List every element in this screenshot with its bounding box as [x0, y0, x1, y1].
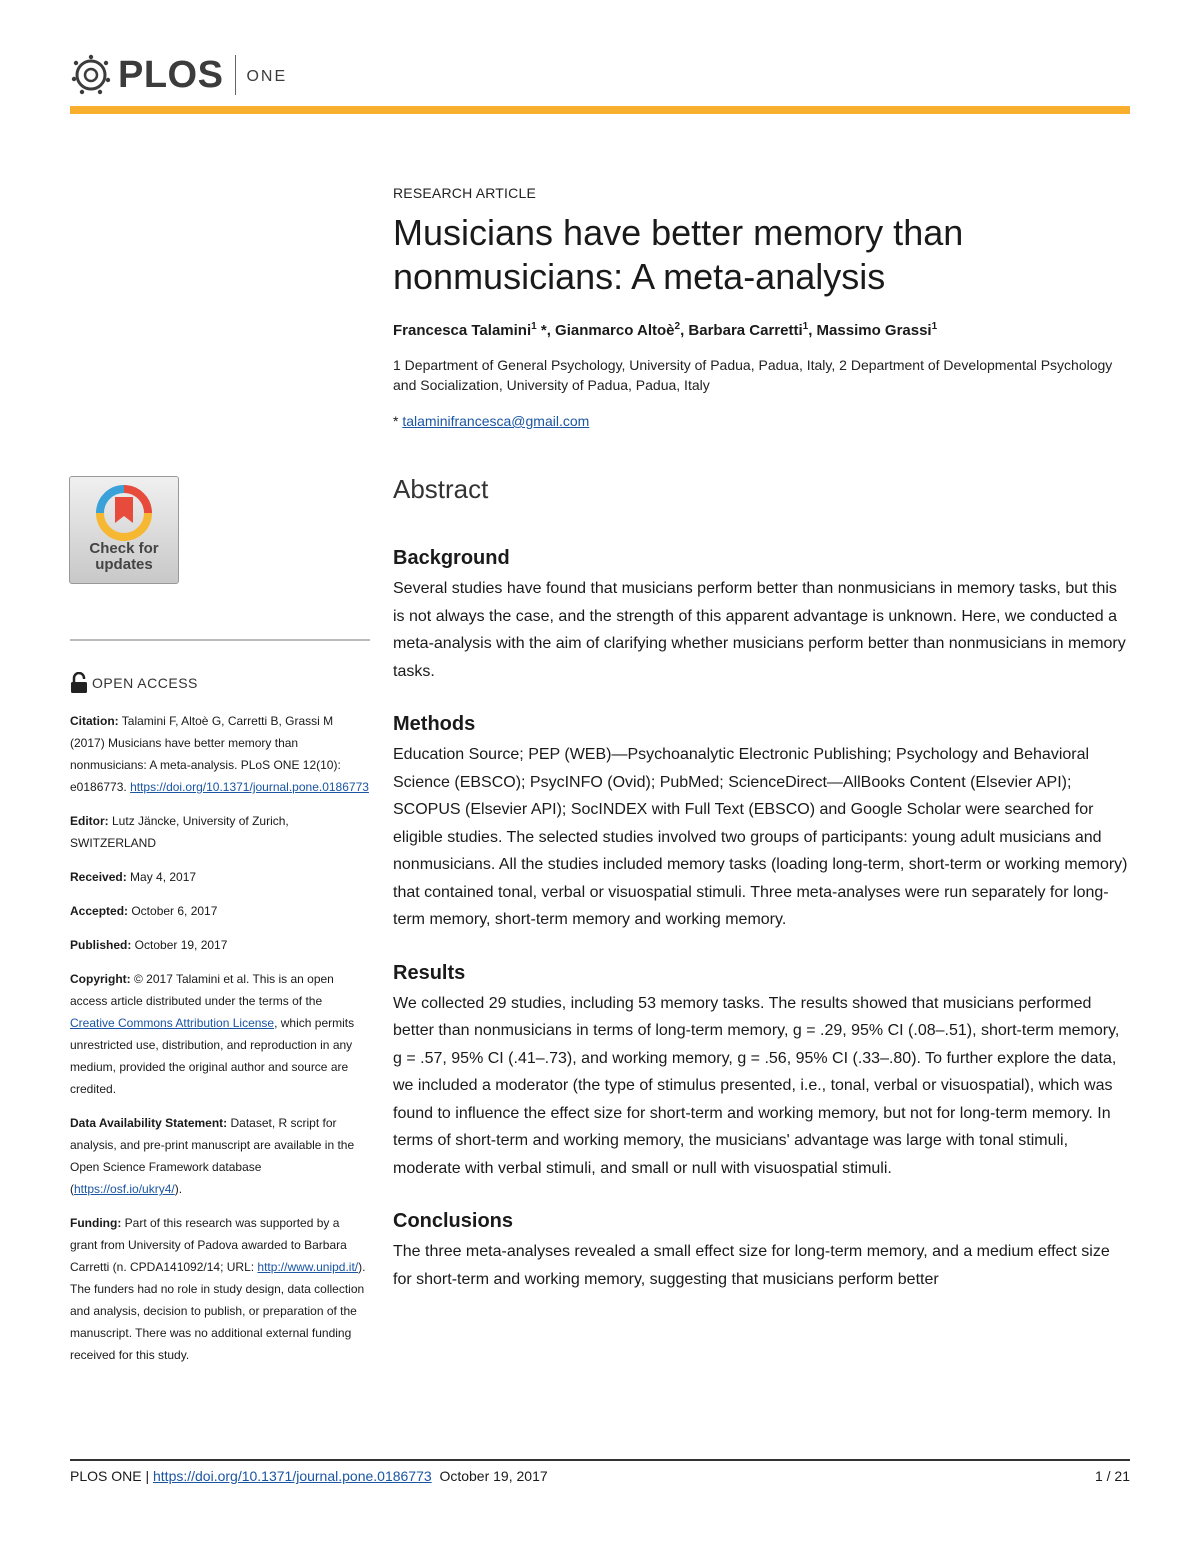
open-access — [70, 672, 198, 694]
accepted-date: Accepted: October 6, 2017 — [70, 904, 218, 918]
badge-label: Check for updates — [89, 540, 159, 573]
abstract-heading: Abstract — [393, 474, 489, 504]
conclusions-section — [393, 1210, 1130, 1293]
footer-divider — [70, 1459, 1130, 1461]
author-list: Francesca Talamini$^1$ *, Gianmarco Altoè$^2$, Barbara Carretti$^1$, Massimo Grassi$^1$ — [393, 321, 938, 339]
crossmark-icon — [94, 485, 154, 541]
open-access-label: OPEN ACCESS — [92, 675, 198, 691]
copyright: Copyright: © 2017 Talamini et al. This is an open access article distributed under the terms of the Creative Commons Attribution License, which permits unrestricted use, distribution, and reproduction in any medium, provided the original author and source are credited. — [70, 972, 355, 1096]
open-lock-icon — [70, 672, 88, 694]
section-heading: Methods — [393, 713, 476, 735]
journal-name: ONE — [246, 68, 288, 85]
article-type: RESEARCH ARTICLE — [393, 185, 536, 201]
affiliations: 1 Department of General Psychology, University of Padua, Padua, Italy, 2 Department of Developmental Psychology and Socialization, University of Padua, Padua, Italy — [393, 357, 1113, 393]
check-for-updates-badge[interactable] — [69, 476, 179, 584]
section-heading: Background — [393, 547, 510, 569]
section-text: Education Source; PEP (WEB)—Psychoanalytic Electronic Publishing; Psychology and Behavioral Science (EBSCO); PsycINFO (Ovid); PubMed; ScienceDirect—AllBooks Content (Elsevier API); SCOPUS (Elsevier API); SocINDEX with Full Text (EBSCO) and Google Scholar were searched for eligible studies. The selected studies involved two groups of participants: young adult musicians and nonmusicians. All the studies included memory tasks (loading long-term, short-term or working memory) that contained tonal, verbal or visuospatial stimuli. Three meta-analyses were run separately for long-term memory, short-term memory and working memory. — [393, 746, 1128, 928]
background-section — [393, 547, 1130, 685]
license-link[interactable]: Creative Commons Attribution License — [70, 1016, 275, 1030]
logo-text: PLOS — [118, 53, 224, 96]
article-title: Musicians have better memory than nonmusicians: A meta-analysis — [393, 212, 964, 297]
corresponding-author: * talaminifrancesca@gmail.com — [393, 413, 590, 429]
received-date: Received: May 4, 2017 — [70, 870, 197, 884]
footer-journal: PLOS ONE | — [70, 1468, 153, 1484]
funding: Funding: Part of this research was supported by a grant from University of Padova awarded to Barbara Carretti (n. CPDA141092/14; URL: http://www.unipd.it/). The funders had no role in study design, data collection and analysis, decision to publish, or preparation of the manuscript. There was no additional external funding received for this study. — [70, 1216, 366, 1362]
author-name: Barbara Carretti — [688, 322, 803, 339]
section-heading: Conclusions — [393, 1210, 514, 1232]
published-date: Published: October 19, 2017 — [70, 938, 228, 952]
main-column — [393, 180, 1130, 1293]
section-text: We collected 29 studies, including 53 memory tasks. The results showed that musicians performed better than nonmusicians in terms of long-term memory, g = .29, 95% CI (.08–.51), short-term memory, g = .57, 95% CI (.41–.73), and working memory, g = .56, 95% CI (.33–.80). To further explore the data, we included a moderator (the type of stimulus presented, i.e., tonal, verbal or visuospatial), which was found to influence the effect size for short-term and working memory, but not for long-term memory. In terms of short-term and working memory, the musicians' advantage was large with tonal stimuli, moderate with verbal stimuli, and small or null with visuospatial stimuli. — [393, 994, 1120, 1177]
plos-logo — [70, 52, 287, 98]
citation: Citation: Talamini F, Altoè G, Carretti B, Grassi M (2017) Musicians have better memory than nonmusicians: A meta-analysis. PLoS ONE 12(10): e0186773. https://doi.org/10.1371/journal.pone.0186773 — [70, 714, 369, 794]
author-name: Gianmarco Altoè — [555, 322, 675, 339]
page-number: 1 / 21 — [1094, 1468, 1130, 1484]
email-link[interactable]: talaminifrancesca@gmail.com — [402, 413, 590, 429]
author-name: Massimo Grassi — [816, 322, 932, 339]
results-section — [393, 962, 1130, 1183]
author-name: Francesca Talamini — [393, 322, 532, 339]
footer — [70, 1468, 1130, 1484]
logo-divider — [235, 55, 236, 95]
editor: Editor: Lutz Jäncke, University of Zurich, SWITZERLAND — [70, 814, 289, 850]
osf-link[interactable]: https://osf.io/ukry4/ — [74, 1182, 175, 1196]
sidebar-divider — [70, 639, 370, 641]
plos-logo-icon — [70, 54, 112, 96]
section-heading: Results — [393, 961, 466, 984]
article-info-sidebar — [70, 710, 370, 1378]
header-accent-bar — [70, 106, 1130, 114]
methods-section — [393, 713, 1130, 934]
section-text: Several studies have found that musicians perform better than nonmusicians in memory tasks, but this is not always the case, and the strength of this apparent advantage is unknown. Here, we conducted a meta-analysis with the aim of clarifying whether musicians perform better than nonmusicians in memory tasks. — [393, 580, 1126, 680]
section-text: The three meta-analyses revealed a small effect size for long-term memory, and a medium effect size for short-term and working memory, suggesting that musicians perform better — [393, 1243, 1110, 1288]
data-availability: Data Availability Statement: Dataset, R script for analysis, and pre-print manuscript are available in the Open Science Framework database (https://osf.io/ukry4/). — [70, 1116, 355, 1196]
citation-doi-link[interactable]: https://doi.org/10.1371/journal.pone.0186773 — [130, 780, 369, 794]
unipd-link[interactable]: http://www.unipd.it/ — [257, 1260, 359, 1274]
footer-date: October 19, 2017 — [431, 1468, 548, 1484]
footer-doi-link[interactable]: https://doi.org/10.1371/journal.pone.0186773 — [153, 1468, 432, 1484]
